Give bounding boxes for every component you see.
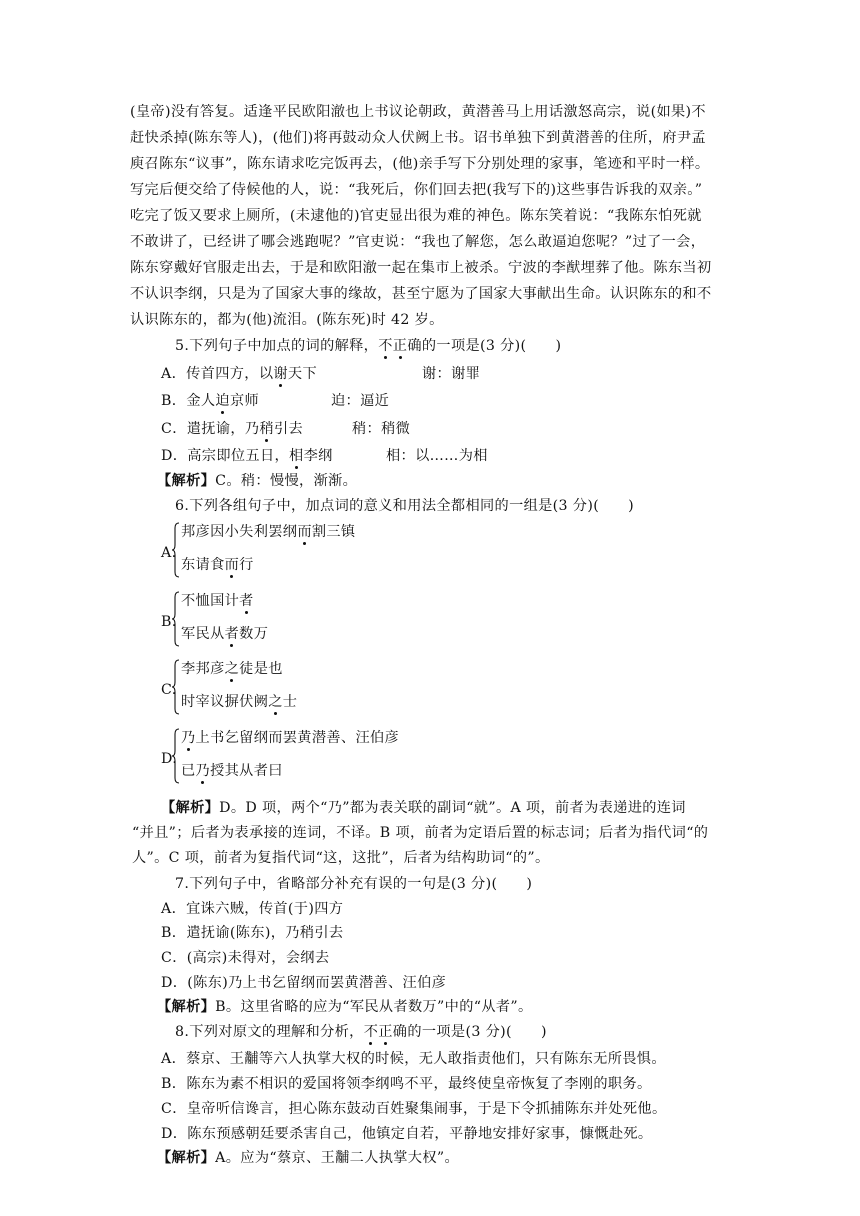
question-6-option-c-line1: 李邦彦之徒是也 (181, 661, 283, 677)
question-6-option-a-line2: 东请食而行 (181, 557, 254, 573)
question-5-option-a: A．传首四方，以谢天下 (161, 366, 317, 382)
brace-icon (172, 659, 180, 715)
question-5-option-a-gloss: 谢：谢罪 (422, 366, 481, 382)
question-6-stem: 6.下列各组句子中，加点词的意义和用法全都相同的一组是(3 分)( ) (175, 498, 635, 514)
brace-icon (172, 591, 180, 647)
question-5-option-c-gloss: 稍：稍微 (352, 421, 411, 437)
brace-icon (172, 522, 180, 578)
passage-line: 认识陈东的，都为(他)流泪。(陈东死)时 42 岁。 (130, 312, 444, 328)
passage-line: 写完后便交给了侍候他的人，说：“我死后，你们回去把(我写下的)这些事告诉我的双亲。” (130, 182, 703, 198)
question-7-option-b: B．遣抚谕(陈东)，乃稍引去 (161, 925, 344, 941)
passage-line: 不认识李纲，只是为了国家大事的缘故，甚至宁愿为了国家大事献出生命。认识陈东的和不 (130, 286, 712, 302)
question-6-option-b-line2: 军民从者数万 (181, 626, 269, 642)
passage-line: 赶快杀掉(陈东等人)，(他们)将再鼓动众人伏阙上书。诏书单独下到黄潜善的住所，府尹孟 (130, 130, 706, 146)
passage-line: (皇帝)没有答复。适逢平民欧阳澈也上书议论朝政，黄潜善马上用话激怒高宗，说(如果)不 (130, 104, 706, 120)
question-5-answer: 【解析】C。稍：慢慢，渐渐。 (157, 473, 358, 489)
question-7-answer: 【解析】B。这里省略的应为“军民从者数万”中的“从者”。 (157, 999, 533, 1015)
question-8-stem: 8.下列对原文的理解和分析，不正确的一项是(3 分)( ) (175, 1024, 547, 1040)
question-5-stem: 5.下列句子中加点的词的解释，不正确的一项是(3 分)( ) (175, 338, 562, 354)
question-5-option-b: B．金人迫京师 (161, 393, 260, 409)
question-6-option-c-line2: 时宰议摒伏阙之士 (181, 694, 298, 710)
passage-line: 吃完了饭又要求上厕所，(未逮他的)官吏显出很为难的神色。陈东笑着说：“我陈东怕死就 (130, 208, 702, 224)
question-6-answer: 【解析】D。D 项，两个“乃”都为表关联的副词“就”。A 项，前者为表递进的连词 (161, 800, 686, 816)
question-5-option-b-gloss: 迫：逼近 (331, 393, 390, 409)
question-7-option-d: D．(陈东)乃上书乞留纲而罢黄潜善、汪伯彦 (161, 975, 447, 991)
question-8-answer: 【解析】A。应为“蔡京、王黼二人执掌大权”。 (157, 1150, 460, 1166)
passage-line: 庾召陈东“议事”，陈东请求吃完饭再去，(他)亲手写下分别处理的家事，笔迹和平时一样。 (130, 156, 710, 172)
question-6-option-b-letter: B. (161, 614, 177, 630)
question-7-option-a: A．宜诛六贼，传首(于)四方 (161, 901, 344, 917)
question-6-option-a-line1: 邦彦因小失利罢纲而割三镇 (181, 524, 356, 540)
question-6-option-a-letter: A. (161, 545, 177, 561)
question-7-stem: 7.下列句子中，省略部分补充有误的一句是(3 分)( ) (175, 876, 533, 892)
question-6-option-b-line1: 不恤国计者 (181, 593, 254, 609)
question-5-option-d-gloss: 相：以……为相 (386, 448, 488, 464)
question-8-option-c: C．皇帝听信谗言，担心陈东鼓动百姓聚集闹事，于是下令抓捕陈东并处死他。 (161, 1101, 667, 1117)
question-6-option-d-line1: 乃上书乞留纲而罢黄潜善、汪伯彦 (181, 730, 400, 746)
question-6-option-d-line2: 已乃授其从者曰 (181, 763, 283, 779)
question-8-option-d: D．陈东预感朝廷要杀害自己，他镇定自若，平静地安排好家事，慷慨赴死。 (161, 1126, 653, 1142)
question-5-option-c: C．遣抚谕，乃稍引去 (161, 421, 304, 437)
question-6-option-d-letter: D. (161, 751, 178, 767)
question-8-option-b: B．陈东为素不相识的爱国将领李纲鸣不平，最终使皇帝恢复了李刚的职务。 (161, 1076, 652, 1092)
passage-line: 陈东穿戴好官服走出去，于是和欧阳澈一起在集市上被杀。宁波的李猷埋葬了他。陈东当初 (130, 260, 712, 276)
question-5-option-d: D．高宗即位五日，相李纲 (161, 448, 333, 464)
question-6-option-c-letter: C. (161, 682, 177, 698)
brace-icon (172, 728, 180, 784)
question-6-answer-line: 人”。C 项，前者为复指代词“这，这批”，后者为结构助词“的”。 (132, 850, 550, 866)
passage-line: 不敢讲了，已经讲了哪会逃跑呢？”官吏说：“我也了解您，怎么敢逼迫您呢？”过了一会， (130, 234, 706, 250)
question-8-option-a: A．蔡京、王黼等六人执掌大权的时候，无人敢指责他们，只有陈东无所畏惧。 (161, 1051, 666, 1067)
question-6-answer-line: “并且”；后者为表承接的连词，不译。B 项，前者为定语后置的标志词；后者为指代词“的 (132, 825, 709, 841)
question-7-option-c: C．(高宗)未得对，会纲去 (161, 950, 330, 966)
